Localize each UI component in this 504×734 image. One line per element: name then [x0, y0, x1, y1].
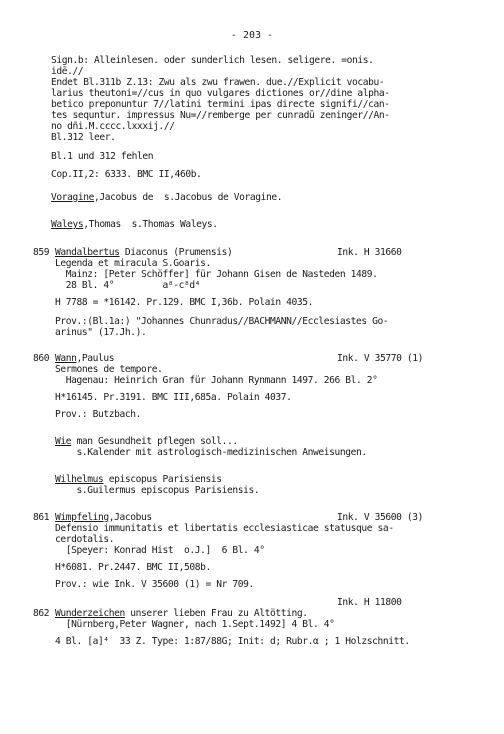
- heading-word: Wunderzeichen: [55, 608, 125, 619]
- heading-word: Waleys: [51, 219, 84, 230]
- text-line: H 7788 = *16142. Pr.129. BMC I,36b. Polain 4035.: [55, 297, 314, 308]
- text-line: H*6081. Pr.2447. BMC II,508b.: [55, 562, 211, 573]
- text-line: Bl.312 leer.: [51, 132, 116, 143]
- cross-reference: [51, 219, 218, 231]
- heading-word: Wandalbertus: [55, 247, 120, 258]
- title-rest: Diaconus (Prumensis): [119, 247, 233, 258]
- heading-word: Wilhelmus: [55, 474, 104, 485]
- shelfmark: Ink. V 35600 (3): [337, 512, 424, 523]
- reference-text: ,Thomas s.Thomas Waleys.: [83, 219, 218, 230]
- text-line: Legenda et miracula S.Goaris.: [55, 258, 211, 269]
- text-line: H*16145. Pr.3191. BMC III,685a. Polain 4037.: [55, 392, 292, 403]
- heading-word: Wann: [55, 353, 77, 364]
- heading-word: Wimpfeling: [55, 512, 109, 523]
- title-rest: ,Paulus: [76, 353, 115, 364]
- text-line: [Nürnberg,Peter Wagner, nach 1.Sept.1492] 4 Bl. 4°: [55, 619, 335, 630]
- title-rest: unserer lieben Frau zu Altötting.: [124, 608, 308, 619]
- text-line: larius theutoni=//cus in quo vulgares dictiones or//dine alpha-: [51, 88, 390, 99]
- text-line: Hagenau: Heinrich Gran für Johann Rynmann 1497. 266 Bl. 2°: [55, 375, 378, 386]
- cross-reference: [51, 192, 282, 204]
- shelfmark: Ink. H 31660: [337, 247, 402, 258]
- text-line: Defensio immunitatis et libertatis ecclesiasticae statusque sa-: [55, 523, 394, 534]
- text-line: [Speyer: Konrad Hist o.J.] 6 Bl. 4°: [55, 545, 265, 556]
- text-line: Prov.: wie Ink. V 35600 (1) = Nr 709.: [55, 579, 254, 590]
- text-line: cerdotalis.: [55, 534, 115, 545]
- heading-word: Wie: [55, 436, 72, 447]
- text-line: Endet Bl.311b Z.13: Zwu als zwu frawen. due.//Explicit vocabu-: [51, 77, 385, 88]
- text-line: no dñi.M.cccc.lxxxij.//: [51, 121, 175, 132]
- entry-number: 860: [33, 353, 50, 364]
- text-line: s.Guilermus episcopus Parisiensis.: [55, 485, 260, 496]
- text-line: Bl.1 und 312 fehlen: [51, 151, 154, 162]
- text-line: Prov.: Butzbach.: [55, 409, 142, 420]
- entry-number: 862: [33, 608, 50, 619]
- text-line: Sermones de tempore.: [55, 364, 163, 375]
- text-line: Mainz: [Peter Schöffer] für Johann Gisen de Nasteden 1489.: [55, 269, 378, 280]
- reference-text: man Gesundheit pflegen soll...: [71, 436, 238, 447]
- text-line: Prov.:(Bl.1a:) "Johannes Chunradus//BACHMANN//Ecclesiastes Go-: [55, 316, 389, 327]
- text-line: 28 Bl. 4° a⁸-c⁸d⁴: [55, 280, 201, 291]
- heading-word: Voragine: [51, 192, 95, 203]
- text-line: idē.//: [51, 66, 84, 77]
- text-line: arinus" (17.Jh.).: [55, 327, 147, 338]
- title-rest: ,Jacobus: [108, 512, 152, 523]
- page-number: - 203 -: [230, 30, 274, 41]
- reference-text: episcopus Parisiensis: [103, 474, 222, 485]
- text-line: betico preponuntur 7//latini termini ipas directe signifi//can-: [51, 99, 390, 110]
- text-line: tes sequntur. impressus Nu=//remberge per cunradū zeninger//An-: [51, 110, 390, 121]
- text-line: Sign.b: Alleinlesen. oder sunderlich lesen. seligere. =onis.: [51, 55, 374, 66]
- text-line: 4 Bl. [a]⁴ 33 Z. Type: 1:87/88G; Init: d; Rubr.α ; 1 Holzschnitt.: [55, 636, 410, 647]
- entry-number: 859: [33, 247, 50, 258]
- shelfmark: Ink. V 35770 (1): [337, 353, 424, 364]
- entry-number: 861: [33, 512, 50, 523]
- reference-text: ,Jacobus de s.Jacobus de Voragine.: [94, 192, 283, 203]
- text-line: s.Kalender mit astrologisch-medizinischen Anweisungen.: [55, 447, 367, 458]
- shelfmark: Ink. H 11800: [337, 597, 402, 608]
- text-line: Cop.II,2: 6333. BMC II,460b.: [51, 169, 202, 180]
